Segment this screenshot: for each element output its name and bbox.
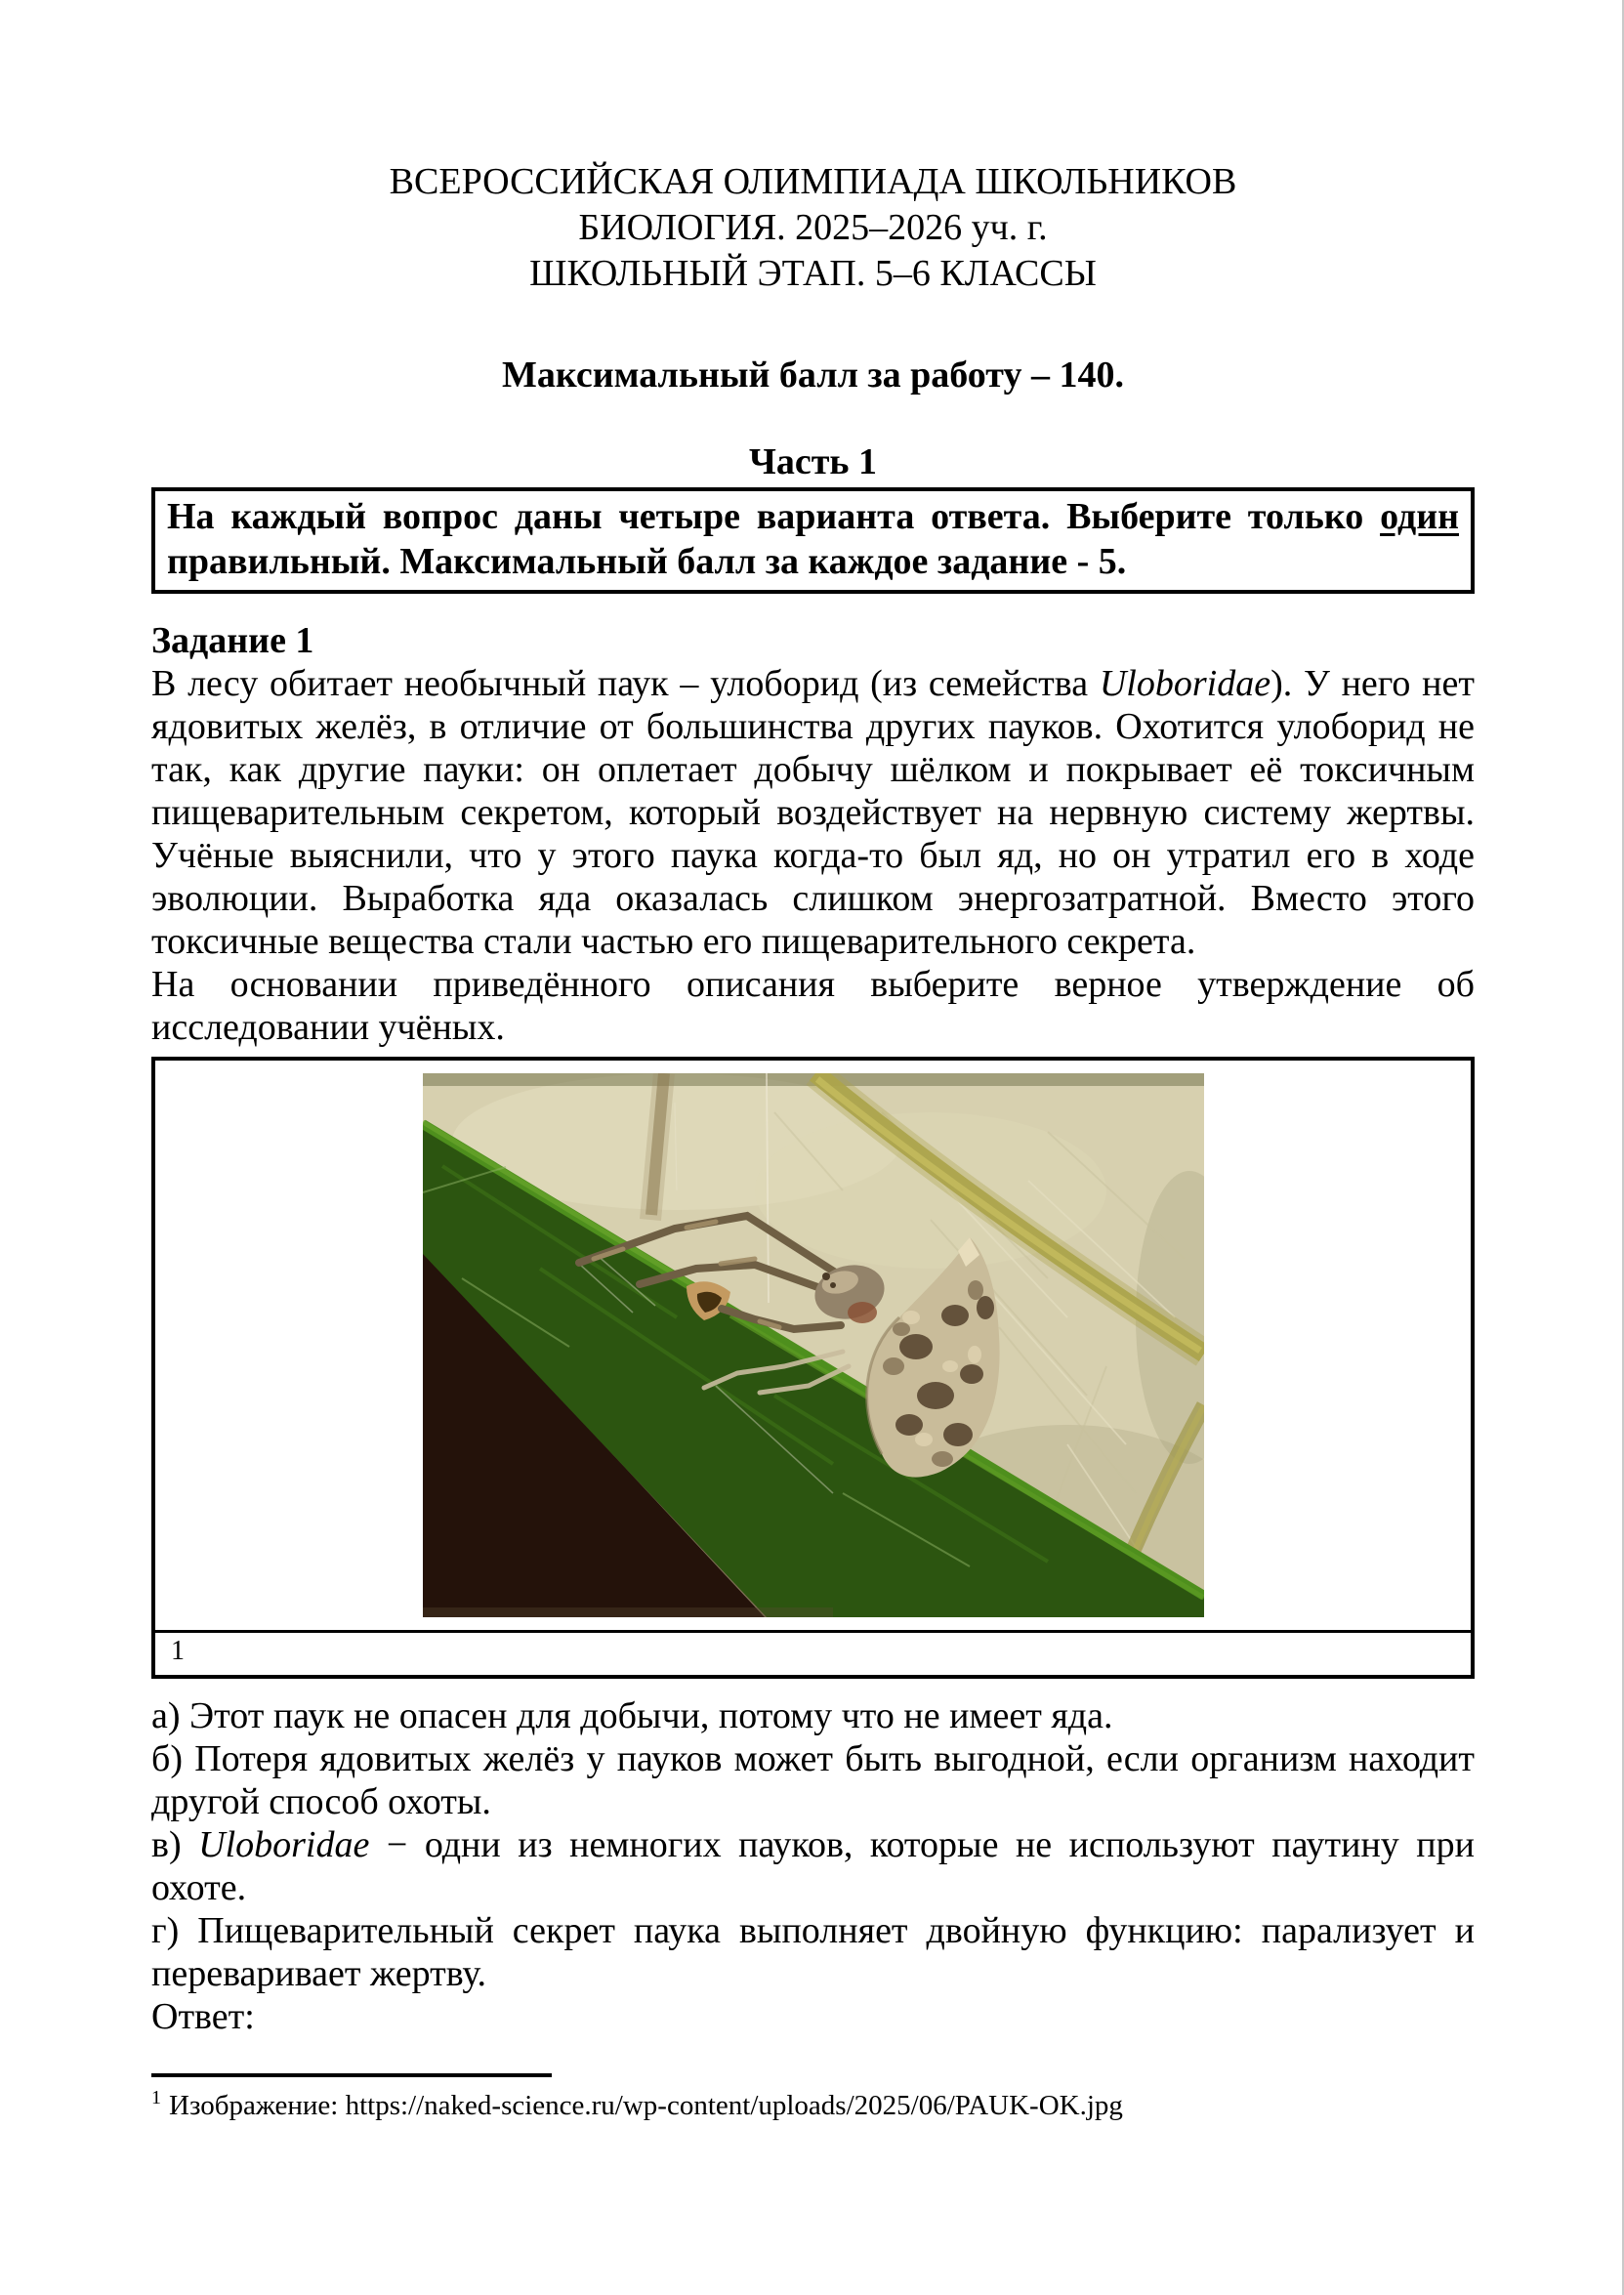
spider-photo bbox=[423, 1073, 1204, 1617]
footnote bbox=[151, 2089, 1475, 2122]
figure-caption-row bbox=[155, 1630, 1471, 1675]
answer-label: Ответ: bbox=[151, 1996, 255, 2037]
task-question: На основании приведённого описания выберите верное утверждение об исследовании учёных. bbox=[151, 964, 1475, 1048]
instruction-text-part2: правильный. Максимальный балл за каждое задание - 5. bbox=[167, 541, 1127, 582]
figure-box bbox=[151, 1057, 1475, 1679]
option-b: б) Потеря ядовитых желёз у пауков может быть выгодной, если организм находит другой способ охоты. bbox=[151, 1738, 1475, 1822]
options-list bbox=[151, 1694, 1475, 1995]
figure-footnote-marker: 1 bbox=[171, 1636, 185, 1666]
document-title bbox=[151, 159, 1475, 297]
task-paragraph-part1: В лесу обитает необычный паук – улоборид (из семейства bbox=[151, 663, 1100, 704]
task-paragraph-part2: ). У него нет ядовитых желёз, в отличие от большинства других пауков. Охотится улоборид не так, как другие пауки: он оплетает добычу шёлком и покрывает её токсичным пищеварительным секретом, который воздействует на нервную систему жертвы. Учёные выяснили, что у этого паука когда-то был яд, но он утратил его в ходе эволюции. Выработка яда оказалась слишком энергозатратной. Вместо этого токсичные вещества стали частью его пищеварительного секрета. bbox=[151, 663, 1475, 962]
option-g: г) Пищеварительный секрет паука выполняет двойную функцию: парализует и переваривает жертву. bbox=[151, 1910, 1475, 1994]
instruction-box bbox=[151, 487, 1475, 594]
photo-area bbox=[155, 1061, 1471, 1630]
task-paragraph bbox=[151, 662, 1475, 963]
footnote-text: Изображение: https://naked-science.ru/wp-content/uploads/2025/06/PAUK-OK.jpg bbox=[169, 2090, 1123, 2121]
title-line-olympiad: ВСЕРОССИЙСКАЯ ОЛИМПИАДА ШКОЛЬНИКОВ bbox=[389, 161, 1237, 202]
title-line-stage-grades: ШКОЛЬНЫЙ ЭТАП. 5–6 КЛАССЫ bbox=[529, 253, 1097, 294]
instruction-underlined-word: один bbox=[1380, 496, 1459, 537]
task-heading: Задание 1 bbox=[151, 620, 314, 661]
part-heading: Часть 1 bbox=[748, 441, 877, 482]
footnote-marker: 1 bbox=[151, 2087, 161, 2109]
instruction-text-part1: На каждый вопрос даны четыре варианта ответа. Выберите только bbox=[167, 496, 1381, 537]
option-v: в) Uloboridae − одни из немногих пауков, которые не используют паутину при охоте. bbox=[151, 1824, 1475, 1908]
title-line-subject-year: БИОЛОГИЯ. 2025–2026 уч. г. bbox=[578, 207, 1048, 248]
max-score-line: Максимальный балл за работу – 140. bbox=[502, 355, 1124, 396]
footnote-separator bbox=[151, 2073, 552, 2077]
task-paragraph-latin-name: Uloboridae bbox=[1099, 663, 1271, 704]
option-a: а) Этот паук не опасен для добычи, потому что не имеет яда. bbox=[151, 1695, 1113, 1736]
